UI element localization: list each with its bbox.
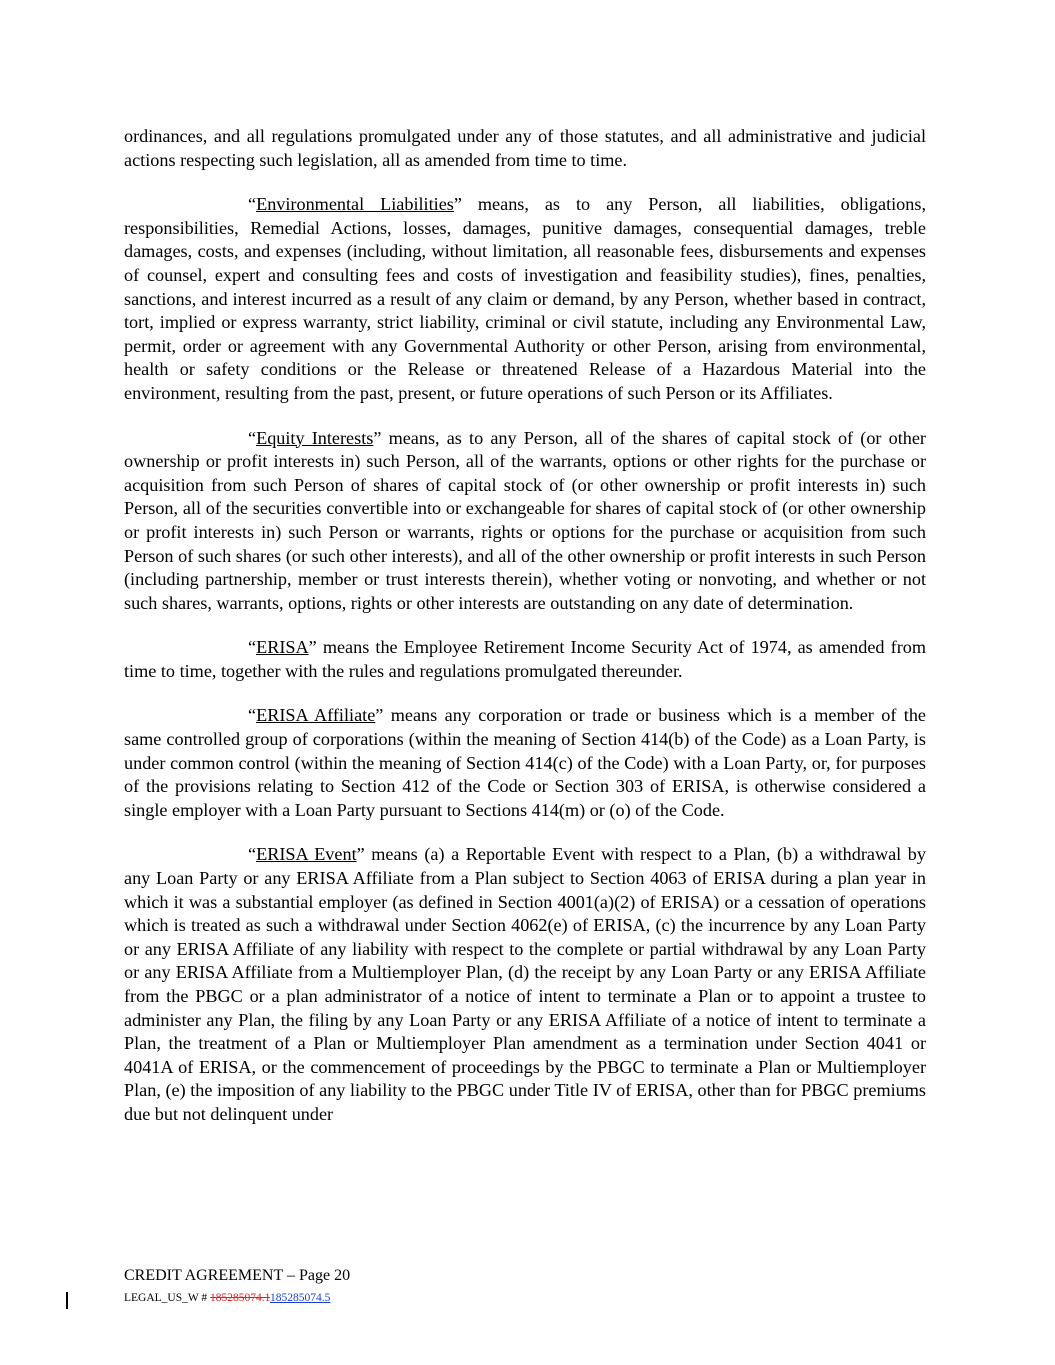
- defined-term: ERISA: [256, 637, 309, 658]
- definition-text: ” means, as to any Person, all of the shares of capital stock of (or other ownership or profit interests in) such Person, all of the warrants, options or other rights for the purchase or acquisition from such Person of shares of capital stock of (or other ownership or profit interests in) such Person, all of the securities convertible into or exchangeable for shares of capital stock of (or other ownership or profit interests in) such Person or warrants, rights or options for the purchase or acquisition from such Person of such shares (or such other interests), and all of the other ownership or profit interests in such Person (including partnership, member or trust interests therein), whether voting or nonvoting, and whether or not such shares, warrants, options, rights or other interests are outstanding on any date of determination.: [124, 427, 926, 613]
- definition-equity-interests: [124, 427, 926, 616]
- page-footer: [124, 1266, 350, 1306]
- docid-prefix: LEGAL_US_W #: [124, 1292, 211, 1304]
- definition-text: ” means the Employee Retirement Income Security Act of 1974, as amended from time to time, together with the rules and regulations promulgated thereunder.: [124, 637, 926, 681]
- paragraph-text: ordinances, and all regulations promulgated under any of those statutes, and all administrative and judicial actions respecting such legislation, all as amended from time to time.: [124, 126, 926, 170]
- open-quote: “: [248, 705, 257, 726]
- defined-term: Environmental Liabilities: [256, 194, 454, 215]
- defined-term: Equity Interests: [256, 427, 374, 448]
- open-quote: “: [248, 194, 257, 215]
- revision-change-bar: [66, 1292, 68, 1309]
- document-id: [124, 1290, 350, 1306]
- page-label: CREDIT AGREEMENT – Page 20: [124, 1267, 351, 1284]
- definition-text: ” means, as to any Person, all liabilities, obligations, responsibilities, Remedial Actions, losses, damages, punitive damages, consequential damages, treble damages, costs, and expenses (including, without limitation, all reasonable fees, disbursements and expenses of counsel, expert and consulting fees and costs of investigation and feasibility studies), fines, penalties, sanctions, and interest incurred as a result of any claim or demand, by any Person, whether based in contract, tort, implied or express warranty, strict liability, criminal or civil statute, including any Environmental Law, permit, order or agreement with any Governmental Authority or other Person, arising from environmental, health or safety conditions or the Release or threatened Release of a Hazardous Material into the environment, resulting from the past, present, or future operations of such Person or its Affiliates.: [124, 194, 926, 403]
- document-body: [124, 125, 926, 1148]
- defined-term: ERISA Affiliate: [256, 705, 376, 726]
- docid-deleted: 185285074.1: [210, 1292, 270, 1304]
- definition-erisa: [124, 636, 926, 683]
- open-quote: “: [248, 427, 257, 448]
- defined-term: ERISA Event: [256, 844, 357, 865]
- paragraph-environmental-law-continuation: [124, 125, 926, 172]
- open-quote: “: [248, 637, 257, 658]
- open-quote: “: [248, 844, 257, 865]
- definition-text: ” means any corporation or trade or business which is a member of the same controlled group of corporations (within the meaning of Section 414(b) of the Code) as a Loan Party, is under common control (within the meaning of Section 414(c) of the Code) with a Loan Party, or, for purposes of the provisions relating to Section 412 of the Code or Section 303 of ERISA, is otherwise considered a single employer with a Loan Party pursuant to Sections 414(m) or (o) of the Code.: [124, 705, 926, 820]
- definition-erisa-affiliate: [124, 704, 926, 822]
- docid-inserted: 185285074.5: [269, 1292, 331, 1304]
- definition-text: ” means (a) a Reportable Event with respect to a Plan, (b) a withdrawal by any Loan Party or any ERISA Affiliate from a Plan subject to Section 4063 of ERISA during a plan year in which it was a substantial employer (as defined in Section 4001(a)(2) of ERISA) or a cessation of operations which is treated as such a withdrawal under Section 4062(e) of ERISA, (c) the incurrence by any Loan Party or any ERISA Affiliate of any liability with respect to the complete or partial withdrawal by any Loan Party or any ERISA Affiliate from a Multiemployer Plan, (d) the receipt by any Loan Party or any ERISA Affiliate from the PBGC or a plan administrator of a notice of intent to terminate a Plan or to appoint a trustee to administer any Plan, the filing by any Loan Party or any ERISA Affiliate of a notice of intent to terminate a Plan, the treatment of a Plan or Multiemployer Plan amendment as a termination under Section 4041 or 4041A of ERISA, or the commencement of proceedings by the PBGC to terminate a Plan or Multiemployer Plan, (e) the imposition of any liability to the PBGC under Title IV of ERISA, other than for PBGC premiums due but not delinquent under: [124, 844, 926, 1124]
- definition-environmental-liabilities: [124, 193, 926, 405]
- definition-erisa-event: [124, 843, 926, 1126]
